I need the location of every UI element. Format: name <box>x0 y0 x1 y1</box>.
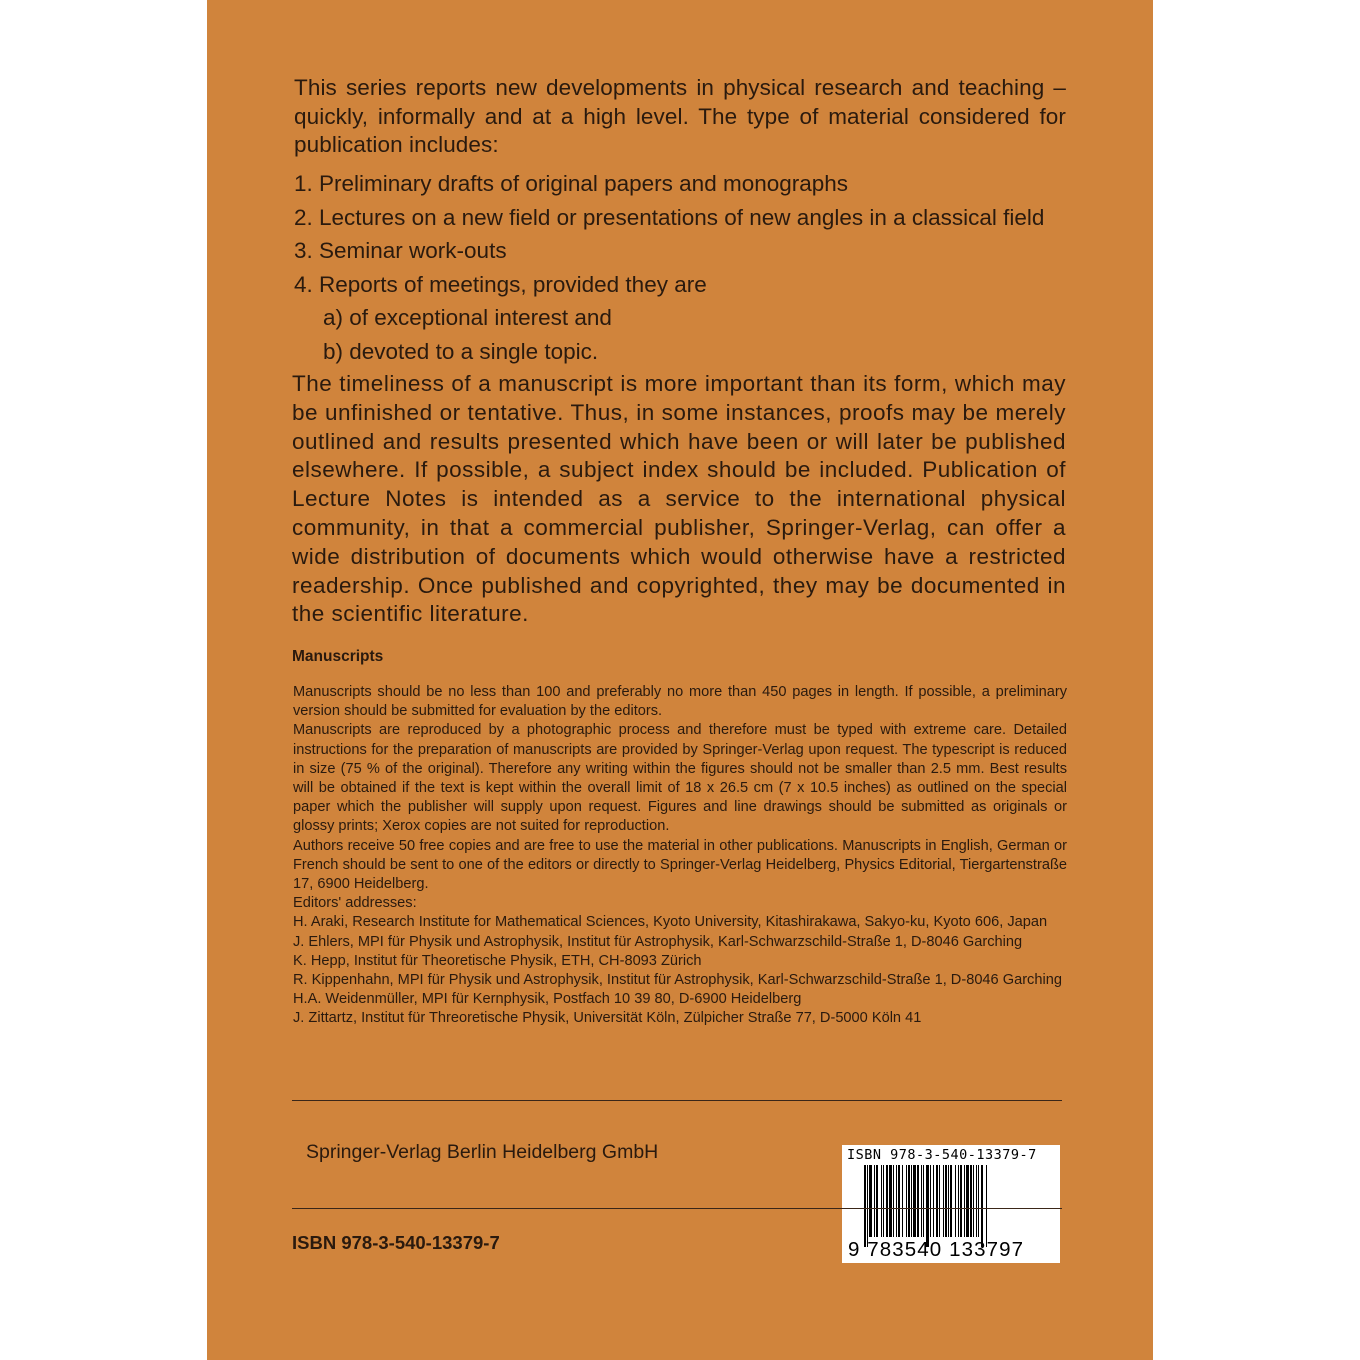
barcode-bar <box>923 1165 924 1237</box>
publication-types-list <box>294 167 1084 368</box>
publisher-name: Springer-Verlag Berlin Heidelberg GmbH <box>306 1141 659 1163</box>
barcode-bar <box>960 1165 962 1237</box>
editor-address: R. Kippenhahn, MPI für Physik und Astrophysik, Institut für Astrophysik, Karl-Schwarzschild-Straße 1, D-8046 Garching <box>293 972 1062 989</box>
barcode-bar <box>926 1165 929 1247</box>
barcode-bar <box>898 1165 900 1237</box>
barcode-isbn-label: ISBN 978-3-540-13379-7 <box>847 1147 1037 1163</box>
barcode-bar <box>911 1165 912 1237</box>
intro-text: This series reports new developments in physical research and teaching – quickly, informally and at a high level. The type of material considered for publication includes: <box>294 75 1066 157</box>
barcode-bar <box>976 1165 977 1237</box>
barcode-bar <box>950 1165 952 1237</box>
barcode-bar <box>902 1165 903 1237</box>
sub-list-item: b) devoted to a single topic. <box>323 338 599 364</box>
list-item: 1. Preliminary drafts of original papers and monographs <box>294 171 849 196</box>
barcode-bar <box>883 1165 884 1237</box>
barcode-bar <box>958 1165 959 1237</box>
barcode-bar <box>906 1165 907 1237</box>
barcode-bar <box>917 1165 919 1237</box>
barcode-bar <box>874 1165 875 1237</box>
manuscripts-typing-text: Manuscripts are reproduced by a photographic process and therefore must be typed with extreme care. Detailed instructions for the preparation of manuscripts are provided by Springer-Verlag upon request. The typescript is reduced in size (75 % of the original). Therefore any writing within the figures should not be smaller than 2.5 mm. Best results will be obtained if the text is kept within the overall limit of 18 x 26.5 cm (7 x 10.5 inches) as outlined on the special paper which the publisher will supply upon request. Figures and line drawings should be submitted as originals or glossy prints; Xerox copies are not suited for reproduction. <box>293 722 1067 835</box>
barcode-bar <box>921 1165 922 1237</box>
barcode-bar <box>973 1165 974 1237</box>
body-text: The timeliness of a manuscript is more important than its form, which may be unfinished or tentative. Thus, in some instances, proofs may be merely outlined and results presented which have been or will later be published elsewhere. If possible, a subject index should be included. Publication of Lecture Notes is intended as a service to the international physical community, in that a commercial publisher, Springer-Verlag, can offer a wide distribution of documents which would otherwise have a restricted readership. Once published and copyrighted, they may be documented in the scientific literature. <box>292 371 1066 627</box>
barcode-bar <box>981 1165 983 1247</box>
list-item: 2. Lectures on a new field or presentations of new angles in a classical field <box>294 204 1045 230</box>
barcode-bar <box>948 1165 949 1237</box>
barcode-bar <box>978 1165 979 1237</box>
barcode-bar <box>864 1165 866 1247</box>
barcode-bar <box>986 1165 987 1247</box>
barcode-bar <box>943 1165 944 1237</box>
list-item: 4. Reports of meetings, provided they are <box>294 271 707 297</box>
list-item: 3. Seminar work-outs <box>294 238 507 263</box>
barcode-bar <box>930 1165 931 1237</box>
divider <box>292 1100 1062 1101</box>
barcode-bar <box>896 1165 897 1237</box>
barcode-bar <box>889 1165 892 1237</box>
barcode-bar <box>908 1165 910 1237</box>
editor-address: K. Hepp, Institut für Theoretische Physik, ETH, CH-8093 Zürich <box>293 952 702 969</box>
barcode-bar <box>970 1165 972 1237</box>
barcode-bar <box>881 1165 882 1237</box>
editor-address: H. Araki, Research Institute for Mathematical Sciences, Kyoto University, Kitashirakawa, Sakyo-ku, Kyoto 606, Japan <box>293 914 1048 931</box>
editor-address: J. Ehlers, MPI für Physik und Astrophysik, Institut für Astrophysik, Karl-Schwarzschild-Straße 1, D-8046 Garching <box>293 933 1023 950</box>
isbn-number: ISBN 978-3-540-13379-7 <box>292 1232 500 1253</box>
barcode-bar <box>893 1165 894 1237</box>
barcode-bar <box>945 1165 947 1237</box>
barcode-bar <box>964 1165 965 1237</box>
barcode-bar <box>955 1165 956 1237</box>
editor-address: H.A. Weidenmüller, MPI für Kernphysik, Postfach 10 39 80, D-6900 Heidelberg <box>293 991 802 1008</box>
back-cover <box>207 0 1153 1360</box>
barcode-bar <box>933 1165 934 1237</box>
editor-address: J. Zittartz, Institut für Threoretische Physik, Universität Köln, Zülpicher Straße 77, D-5000 Köln 41 <box>293 1010 922 1027</box>
barcode-bar <box>886 1165 888 1237</box>
barcode-digits: 9 783540 133797 <box>848 1238 1025 1261</box>
manuscripts-heading: Manuscripts <box>292 648 384 665</box>
barcode-bar <box>867 1165 868 1247</box>
barcode-bar <box>913 1165 916 1237</box>
sub-list-item: a) of exceptional interest and <box>323 305 612 330</box>
barcode-bar <box>936 1165 938 1237</box>
isbn-barcode <box>842 1145 1060 1263</box>
editors-label: Editors' addresses: <box>293 895 417 912</box>
barcode-bar <box>876 1165 878 1237</box>
barcode-bar <box>869 1165 872 1237</box>
intro-paragraph <box>294 74 1066 160</box>
manuscripts-length-text: Manuscripts should be no less than 100 and preferably no more than 450 pages in length. If possible, a preliminary version should be submitted for evaluation by the editors. <box>293 684 1067 720</box>
timeliness-paragraph <box>292 370 1066 629</box>
barcode-bar <box>966 1165 969 1237</box>
manuscripts-authors-text: Authors receive 50 free copies and are free to use the material in other publications. Manuscripts in English, German or French should be sent to one of the editors or directly to Springer-Verlag Heidelberg, Physics Editorial, Tiergartenstraße 17, 6900 Heidelberg. <box>293 837 1067 893</box>
divider <box>292 1208 1062 1209</box>
manuscripts-section <box>293 683 1067 1029</box>
barcode-bar <box>939 1165 940 1237</box>
